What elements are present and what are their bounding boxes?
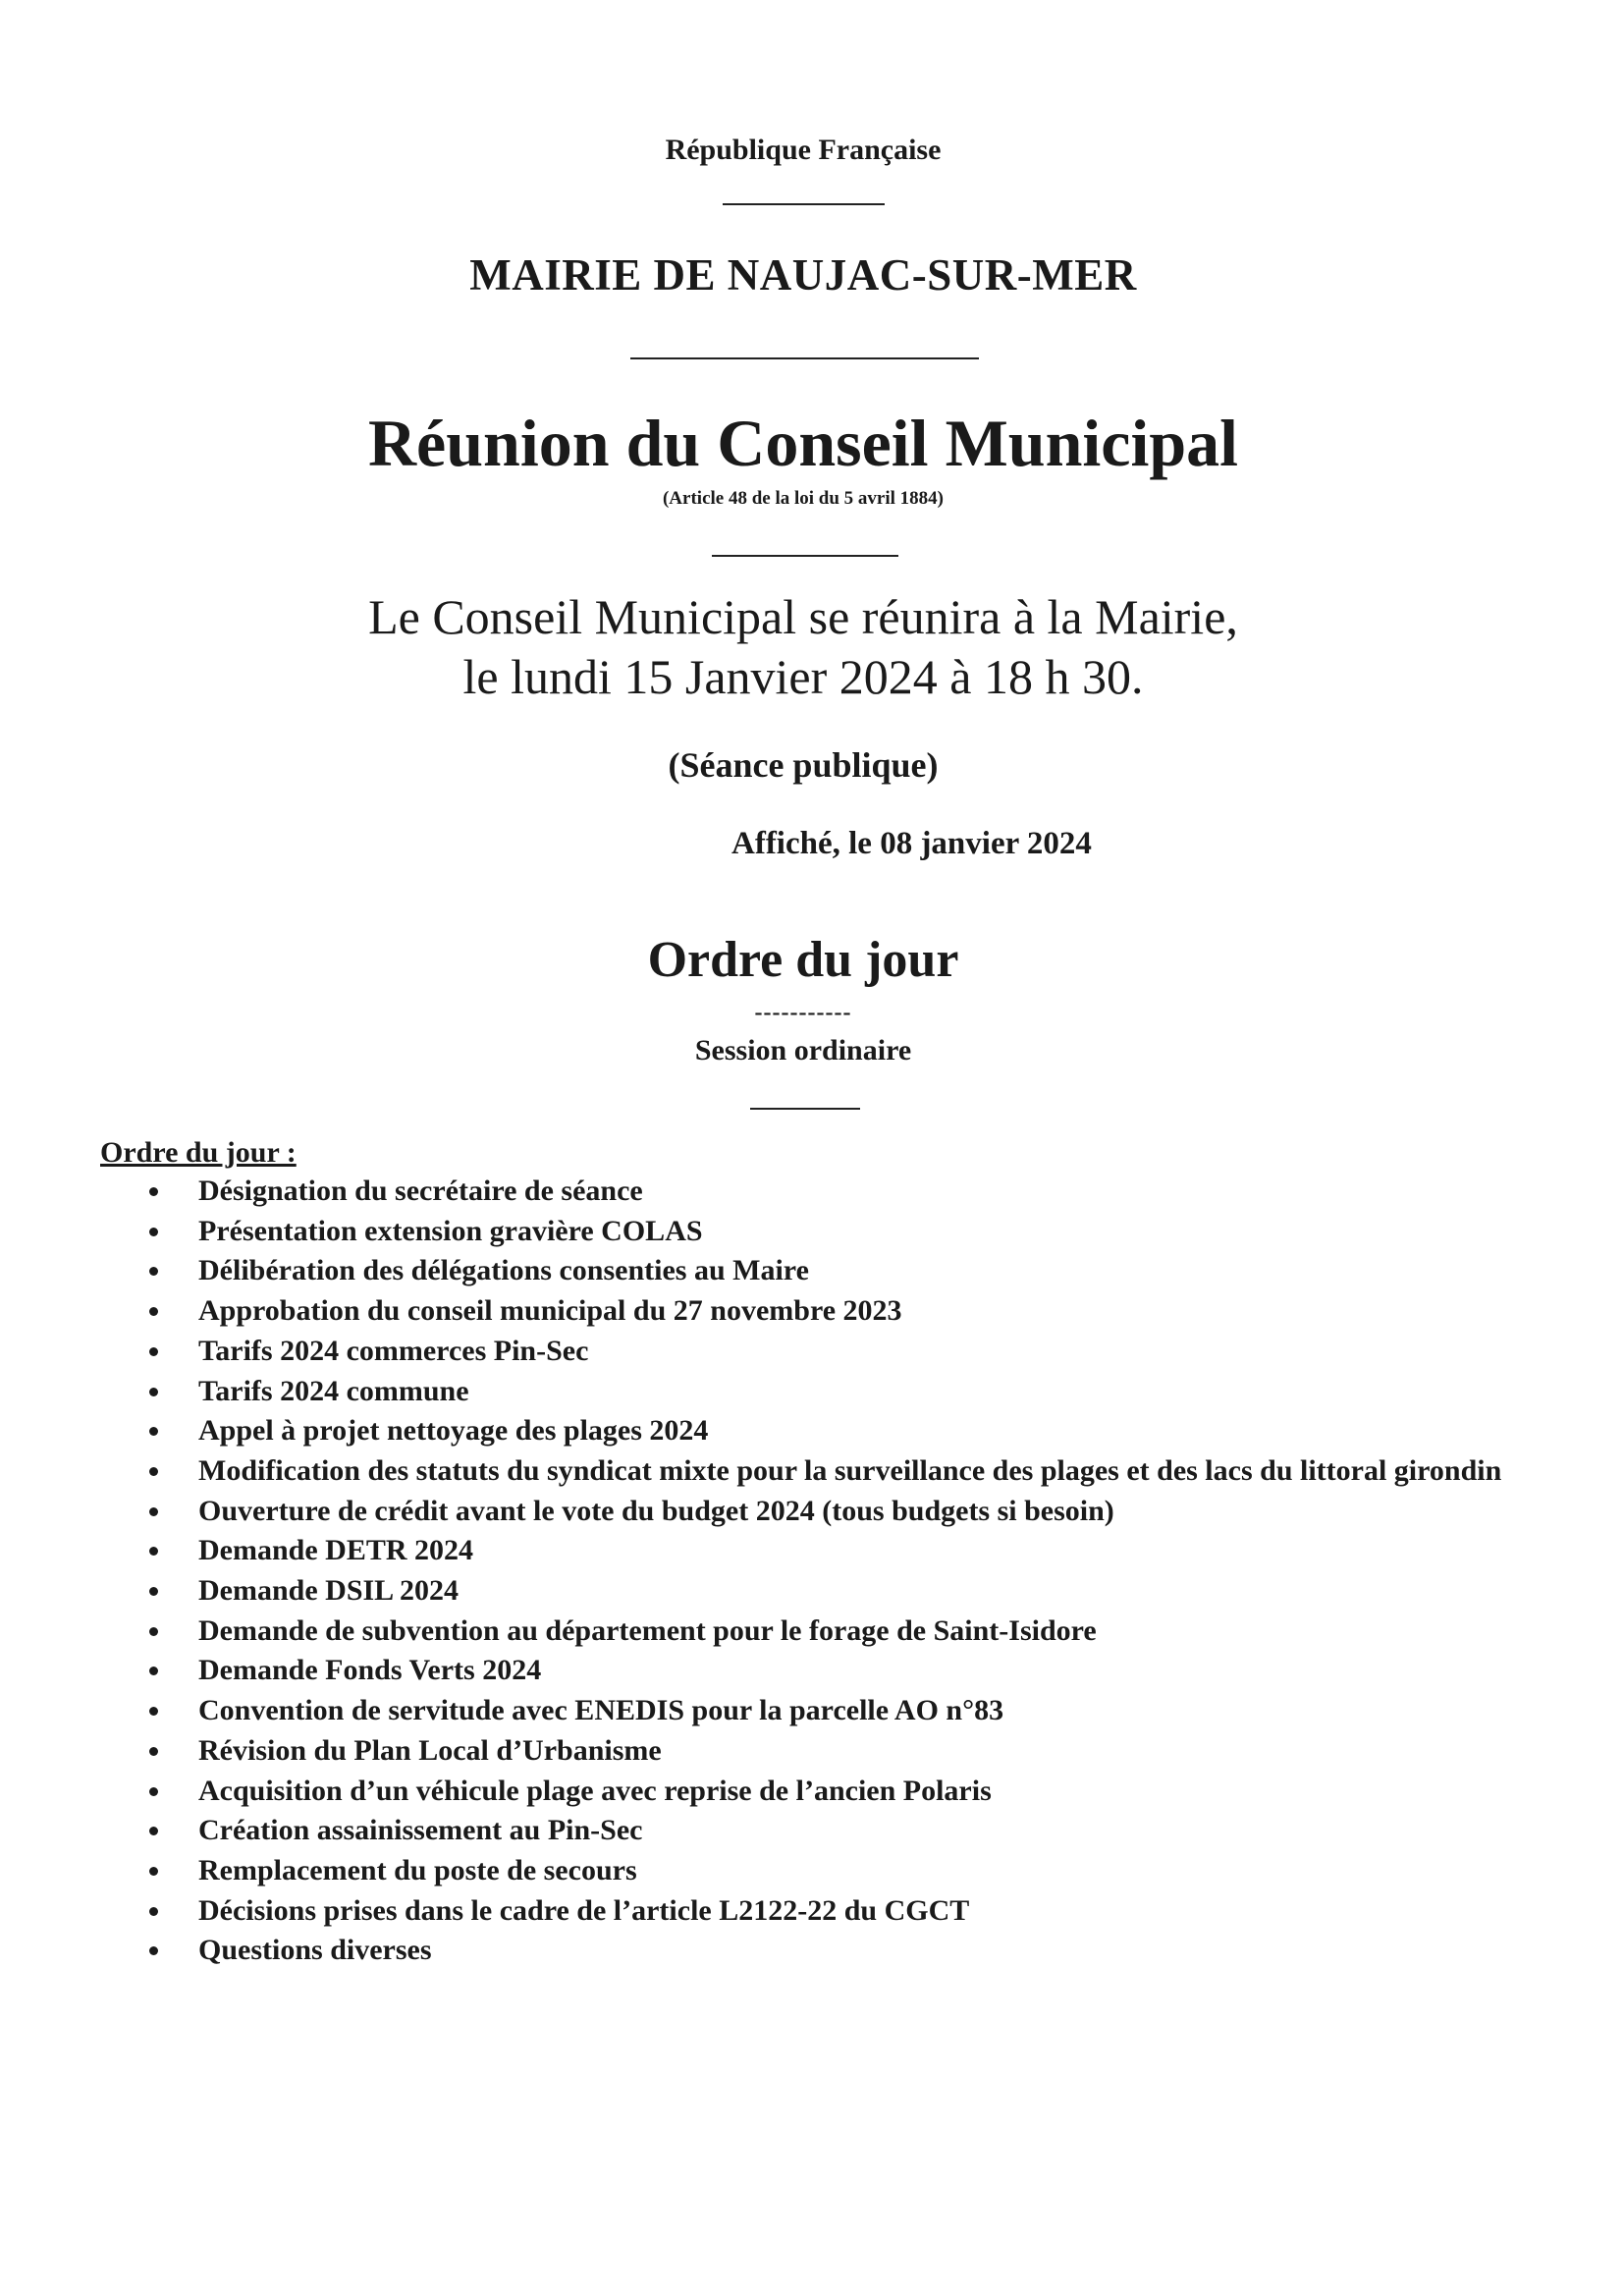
- list-item: [147, 1451, 1502, 1492]
- mairie-name: MAIRIE DE NAUJAC-SUR-MER: [469, 250, 1137, 300]
- bullet-icon: [149, 1228, 158, 1236]
- list-item: [147, 1691, 1502, 1731]
- list-item-text: Ouverture de crédit avant le vote du budget 2024 (tous budgets si besoin): [198, 1494, 1114, 1527]
- bullet-icon: [149, 1507, 158, 1516]
- bullet-icon: [149, 1867, 158, 1876]
- bullet-icon: [149, 1347, 158, 1356]
- list-item-text: Demande DSIL 2024: [198, 1574, 460, 1608]
- bullet-icon: [149, 1827, 158, 1835]
- list-item-text: Tarifs 2024 commune: [198, 1374, 469, 1407]
- bullet-icon: [149, 1427, 158, 1436]
- list-item-text: Demande DETR 2024: [198, 1534, 474, 1567]
- bullet-icon: [149, 1307, 158, 1316]
- bullet-icon: [149, 1388, 158, 1396]
- bullet-icon: [149, 1747, 158, 1756]
- list-item: [147, 1531, 1502, 1571]
- republique-francaise: République Française: [665, 134, 942, 166]
- divider-rule: [712, 555, 898, 557]
- bullet-icon: [149, 1547, 158, 1556]
- divider-rule: [630, 357, 979, 359]
- list-item-text: Révision du Plan Local d’Urbanisme: [198, 1733, 662, 1767]
- list-item-text: Approbation du conseil municipal du 27 novembre 2023: [198, 1294, 902, 1328]
- bullet-icon: [149, 1667, 158, 1675]
- session-type: Session ordinaire: [694, 1034, 912, 1066]
- list-item-text: Modification des statuts du syndicat mixte pour la surveillance des plages et des lacs du littoral girondin: [198, 1453, 1502, 1487]
- bullet-icon: [149, 1907, 158, 1916]
- bullet-icon: [149, 1787, 158, 1796]
- convocation-line-1: Le Conseil Municipal se réunira à la Mairie,: [368, 589, 1238, 644]
- page-title: Réunion du Conseil Municipal: [367, 406, 1239, 480]
- convocation-line-2: le lundi 15 Janvier 2024 à 18 h 30.: [462, 649, 1144, 704]
- list-item: [147, 1492, 1502, 1532]
- list-item-text: Questions diverses: [198, 1934, 432, 1967]
- agenda-list: [147, 1172, 1502, 1971]
- list-item: [147, 1571, 1502, 1612]
- list-item-text: Demande Fonds Verts 2024: [198, 1654, 542, 1687]
- list-item-text: Acquisition d’un véhicule plage avec reprise de l’ancien Polaris: [198, 1774, 992, 1807]
- bullet-icon: [149, 1627, 158, 1636]
- list-item: [147, 1251, 1502, 1291]
- bullet-icon: [149, 1467, 158, 1476]
- list-item: [147, 1411, 1502, 1451]
- divider-rule: [723, 203, 885, 205]
- list-item-text: Appel à projet nettoyage des plages 2024: [198, 1414, 709, 1448]
- list-item: [147, 1811, 1502, 1851]
- dash-separator: -----------: [754, 1000, 852, 1025]
- list-item: [147, 1851, 1502, 1891]
- posting-date: Affiché, le 08 janvier 2024: [731, 826, 1092, 861]
- list-item: [147, 1891, 1502, 1932]
- list-item: [147, 1372, 1502, 1412]
- bullet-icon: [149, 1187, 158, 1196]
- list-item-text: Décisions prises dans le cadre de l’article L2122-22 du CGCT: [198, 1893, 970, 1927]
- list-item: [147, 1612, 1502, 1652]
- list-item: [147, 1651, 1502, 1691]
- list-item: [147, 1212, 1502, 1252]
- bullet-icon: [149, 1267, 158, 1276]
- bullet-icon: [149, 1707, 158, 1716]
- agenda-list-heading: Ordre du jour :: [100, 1136, 297, 1169]
- list-item: [147, 1931, 1502, 1971]
- divider-rule: [750, 1108, 860, 1110]
- list-item-text: Remplacement du poste de secours: [198, 1853, 637, 1886]
- bullet-icon: [149, 1587, 158, 1596]
- convocation-text: [0, 587, 1606, 707]
- seance-type: (Séance publique): [668, 745, 939, 785]
- list-item-text: Demande de subvention au département pour le forage de Saint-Isidore: [198, 1613, 1097, 1647]
- list-item-text: Désignation du secrétaire de séance: [198, 1175, 643, 1207]
- list-item-text: Convention de servitude avec ENEDIS pour la parcelle AO n°83: [198, 1694, 1004, 1727]
- list-item: [147, 1772, 1502, 1812]
- list-item-text: Délibération des délégations consenties au Maire: [198, 1254, 809, 1287]
- bullet-icon: [149, 1946, 158, 1955]
- list-item-text: Création assainissement au Pin-Sec: [198, 1814, 643, 1847]
- agenda-title: Ordre du jour: [647, 932, 959, 988]
- list-item: [147, 1291, 1502, 1332]
- list-item: [147, 1332, 1502, 1372]
- list-item: [147, 1731, 1502, 1772]
- list-item: [147, 1172, 1502, 1212]
- list-item-text: Tarifs 2024 commerces Pin-Sec: [198, 1334, 589, 1367]
- article-reference: (Article 48 de la loi du 5 avril 1884): [662, 488, 945, 509]
- list-item-text: Présentation extension gravière COLAS: [198, 1214, 703, 1247]
